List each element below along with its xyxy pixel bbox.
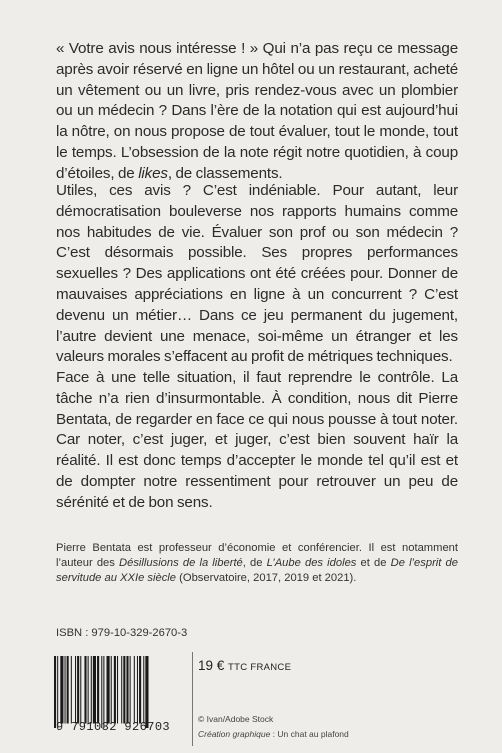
likes-word: likes — [138, 164, 168, 182]
barcode-bar — [139, 656, 141, 724]
barcode-bar — [77, 656, 79, 724]
price — [198, 658, 291, 673]
barcode-digits: 9 791032 926703 — [56, 720, 171, 734]
barcode-bar — [54, 656, 56, 728]
barcode-bar — [84, 656, 86, 724]
barcode-bar — [60, 656, 63, 724]
barcode-bar — [123, 656, 125, 724]
barcode-bar — [126, 656, 128, 724]
design-credit — [198, 729, 349, 739]
barcode-bar — [137, 656, 138, 724]
bio-book-2: L’Aube des idoles — [266, 557, 357, 570]
bio-end: (Observatoire, 2017, 2019 et 2021). — [176, 572, 357, 585]
barcode-bar — [143, 656, 144, 724]
barcode-bar — [130, 656, 131, 724]
barcode-bar — [114, 656, 116, 724]
blurb-paragraph-1 — [56, 39, 458, 185]
barcode-bar — [57, 656, 58, 728]
barcode-bar — [67, 656, 69, 724]
blurb-paragraph-3: Face à une telle situation, il faut reprendre le contrôle. La tâche n’a rien d’insurmontable. À condition, nous dit Pierre Bentata, de regarder en face ce qui nous pousse à tout noter. Car noter, c’est juger, et juger, c’est bien souvent haïr la réalité. Il est donc temps d’accepter le monde tel qu’il est et de dompter notre ressentiment pour retrouver un peu de sérénité et de bon sens. — [56, 369, 458, 511]
barcode-bar — [65, 656, 66, 724]
blurb-paragraph-1-text: « Votre avis nous intéresse ! » Qui n’a pas reçu ce message après avoir réservé en ligne un hôtel ou un restaurant, acheté un vêtement ou un livre, pris rendez-vous avec un plombier ou un médecin ? Dans l’ère de la notation qui est aujourd’hui la nôtre, on nous propose de tout évaluer, tout le monde, tout le temps. L’obsession de la note régit notre quotidien, à coup d’étoiles, de — [56, 40, 458, 182]
barcode-bar — [103, 656, 104, 728]
blurb-paragraph-2: Utiles, ces avis ? C’est indéniable. Pour autant, leur démocratisation bouleverse nos rapports humains comme nos habitudes de vie. Évaluer son prof ou son médecin ? C’est désormais possible. Ses propres performances sexuelles ? Des applications ont été créées pour. Donner de mauvaises appréciations en ligne à un concurrent ? C’est devenu un métier… Dans ce jeu permanent du jugement, l’autre devient une menace, soi-même un étranger et les valeurs morales s’effacent au profit de métriques techniques. — [56, 182, 458, 366]
blurb-paragraph-1-end: , de classements. — [167, 164, 283, 182]
bio-book-1: Désillusions de la liberté — [119, 557, 243, 570]
design-credit-value: : Un chat au plafond — [270, 729, 349, 739]
design-credit-label: Création graphique — [198, 729, 271, 739]
barcode-bar — [97, 656, 99, 724]
price-label: TTC FRANCE — [228, 662, 292, 673]
divider-line — [192, 652, 193, 746]
barcode-bar — [107, 656, 110, 724]
barcode-bar — [145, 656, 148, 728]
barcode-icon — [54, 656, 182, 728]
barcode-bar — [134, 656, 135, 724]
author-bio — [56, 541, 458, 587]
barcode-bar — [111, 656, 112, 724]
barcode-bar — [71, 656, 72, 724]
barcode-bar — [75, 656, 76, 724]
barcode-bar — [93, 656, 96, 724]
bio-mid-2: et de — [356, 557, 391, 570]
bio-start: Pierre Bentata est professeur d’économie et conférencier. Il est notamment l’auteur des — [56, 542, 458, 570]
bio-mid-1: , de — [242, 557, 267, 570]
photo-credit: © Ivan/Adobe Stock — [198, 714, 274, 724]
barcode-bar — [117, 656, 118, 724]
barcode-bar — [121, 656, 122, 724]
isbn-number: ISBN : 979-10-329-2670-3 — [56, 627, 188, 639]
barcode-bar — [80, 656, 81, 724]
bio-book-3: De l’esprit de servitude au XXIe siècle — [56, 557, 458, 585]
price-amount: 19 € — [198, 658, 225, 673]
barcode-bar — [91, 656, 92, 724]
barcode-bar — [88, 656, 89, 724]
barcode-bar — [101, 656, 102, 728]
